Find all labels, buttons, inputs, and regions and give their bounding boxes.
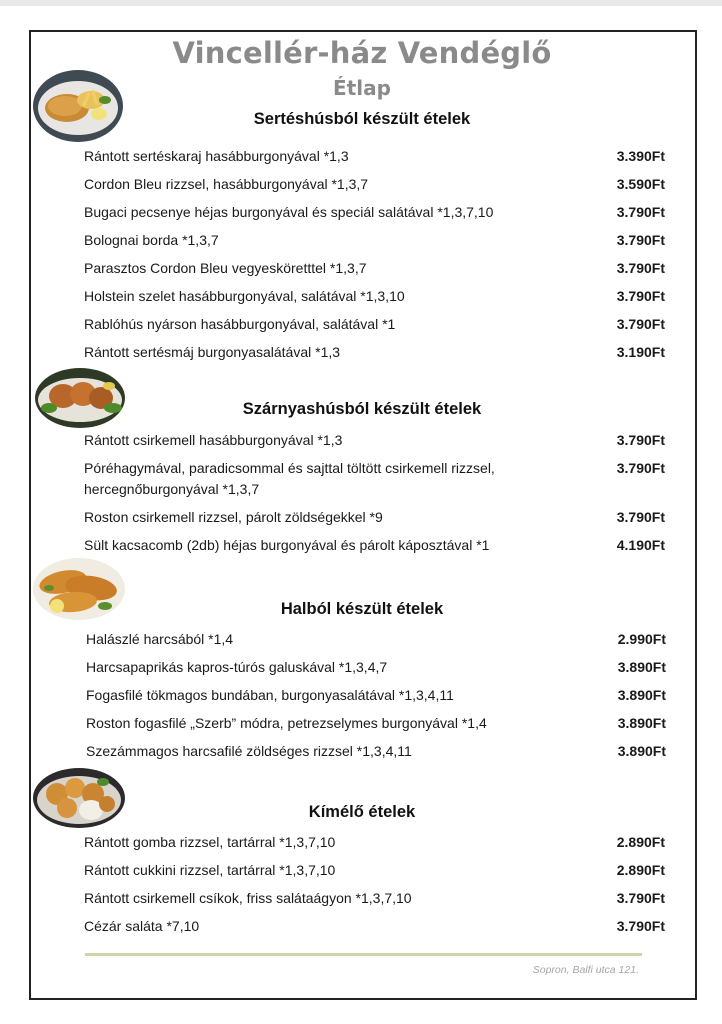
dish-name: Halászlé harcsából *1,4 [86, 631, 234, 647]
dish-price: 3.390Ft [616, 148, 665, 164]
restaurant-name: Vincellér-ház Vendéglő [172, 36, 552, 70]
chicken-photo-icon [35, 368, 125, 428]
dish-name: Rántott sertéskaraj hasábburgonyával *1,3 [84, 148, 349, 164]
dish-name: Rántott csirkemell hasábburgonyával *1,3 [84, 432, 343, 448]
dish-name: Rántott cukkini rizzsel, tartárral *1,3,7,10 [84, 862, 336, 878]
dish-name: Rántott csirkemell csíkok, friss salátaágyon *1,3,7,10 [84, 890, 412, 906]
menu-title: Étlap [333, 76, 391, 100]
menu-page [29, 30, 697, 1000]
dish-price: 3.790Ft [616, 890, 665, 906]
dish-name: Sült kacsacomb (2db) héjas burgonyával és párolt káposztával *1 [84, 537, 490, 553]
top-strip [0, 0, 722, 6]
section-heading-pork: Sertéshúsból készült ételek [253, 110, 471, 128]
dish-price: 3.790Ft [616, 509, 665, 525]
dish-price: 3.790Ft [616, 918, 665, 934]
section-heading-light-dishes: Kímélő ételek [308, 803, 416, 821]
dish-price: 3.790Ft [616, 432, 665, 448]
dish-name: Holstein szelet hasábburgonyával, salátával *1,3,10 [84, 288, 405, 304]
dish-price: 3.790Ft [616, 260, 665, 276]
dish-price: 3.790Ft [616, 460, 665, 476]
dish-name: Fogasfilé tökmagos bundában, burgonyasalátával *1,3,4,11 [86, 687, 454, 703]
dish-name: Póréhagymával, paradicsommal és sajttal töltött csirkemell rizzsel, hercegnőburgonyával *1,3,7 [84, 460, 495, 497]
dish-name: Bugaci pecsenye héjas burgonyával és speciál salátával *1,3,7,10 [84, 204, 494, 220]
dish-price: 2.990Ft [617, 631, 666, 647]
dish-price: 3.590Ft [616, 176, 665, 192]
dish-price: 3.790Ft [616, 288, 665, 304]
dish-price: 3.890Ft [617, 743, 666, 759]
schnitzel-photo-icon [33, 70, 123, 142]
dish-name: Rántott gomba rizzsel, tartárral *1,3,7,10 [84, 834, 336, 850]
dish-name: Roston csirkemell rizzsel, párolt zöldségekkel *9 [84, 509, 383, 525]
dish-price: 3.790Ft [616, 316, 665, 332]
footer-address: Sopron, Balfi utca 121. [532, 964, 639, 976]
section-heading-poultry: Szárnyashúsból készült ételek [242, 400, 482, 418]
dish-name: Roston fogasfilé „Szerb” módra, petrezselymes burgonyával *1,4 [86, 715, 487, 731]
section-heading-fish: Halból készült ételek [280, 600, 444, 618]
dish-price: 3.190Ft [616, 344, 665, 360]
dish-name: Rántott sertésmáj burgonyasalátával *1,3 [84, 344, 341, 360]
dish-name: Harcsapaprikás kapros-túrós galuskával *1,3,4,7 [86, 659, 388, 675]
dish-name: Cézár saláta *7,10 [84, 918, 200, 934]
dish-name: Cordon Bleu rizzsel, hasábburgonyával *1,3,7 [84, 176, 369, 192]
dish-name: Rablóhús nyárson hasábburgonyával, salátával *1 [84, 316, 396, 332]
dish-price: 3.890Ft [617, 659, 666, 675]
footer-divider [85, 953, 642, 956]
dish-price: 3.790Ft [616, 204, 665, 220]
dish-price: 3.790Ft [616, 232, 665, 248]
dish-price: 3.890Ft [617, 715, 666, 731]
dish-name: Bolognai borda *1,3,7 [84, 232, 219, 248]
dish-name: Parasztos Cordon Bleu vegyesköretttel *1,3,7 [84, 260, 367, 276]
dish-name: Szezámmagos harcsafilé zöldséges rizzsel *1,3,4,11 [86, 743, 412, 759]
dish-price: 2.890Ft [616, 862, 665, 878]
dish-price: 3.890Ft [617, 687, 666, 703]
dish-price: 2.890Ft [616, 834, 665, 850]
dish-price: 4.190Ft [616, 537, 665, 553]
